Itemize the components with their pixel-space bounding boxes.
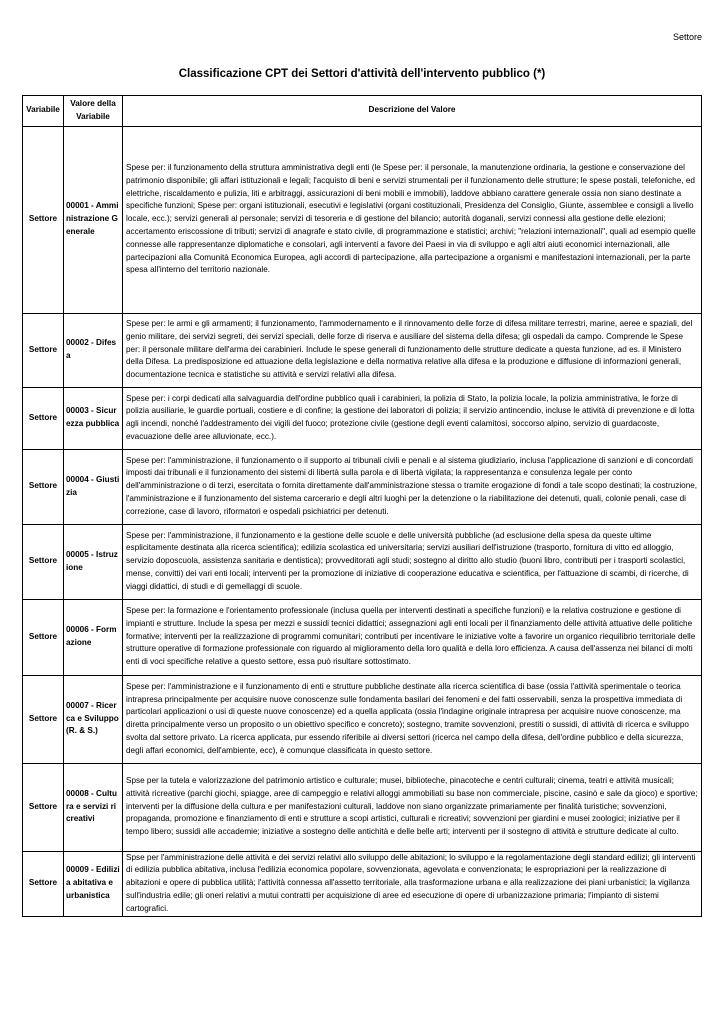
variabile-cell: Settore [23,763,64,851]
valore-cell: 00005 - Istruzione [64,524,123,599]
table-row [23,313,702,387]
table-row [23,524,702,599]
descrizione-cell: Spese per: i corpi dedicati alla salvaguardia dell'ordine pubblico quali i carabinieri, la polizia di Stato, la polizia locale, la polizia amministrativa, le forze di polizia ausiliarie, le guardie portuali, costiere e di confine; la gestione dei laboratori di polizia; il servizio antincendio, incluse le attività di prevenzione e di lotta agli incendi, nonché l'addestramento dei vigili del fuoco; protezione civile (gestione degli eventi calamitosi, soccorso alpino, servizio di guardacoste, evacuazione delle aree alluvionate, ecc.). [123,387,702,449]
table-row [23,449,702,524]
variabile-cell: Settore [23,449,64,524]
table-row [23,851,702,916]
valore-cell: 00009 - Edilizia abitativa e urbanistica [64,851,123,916]
page-header: Settore [672,32,702,42]
variabile-cell: Settore [23,313,64,387]
descrizione-cell: Spse per l'amministrazione delle attività e dei servizi relativi allo sviluppo delle abitazioni; lo sviluppo e la regolamentazione degli standard edilizi; gli interventi di edilizia pubblica abitativa, inclusa l'edilizia economica popolare, sovvenzionata, agevolata e convenzionata; le espropriazioni per la realizzazione di abitazioni e opere di pubblica utilità; l'attività connessa all'assetto territoriale, alla trasformazione urbana e alla realizzazione dei piani urbanistici; la vigilanza sull'industria edile; gli oneri relativi a mutui contratti per acquisizione di aree ed esecuzione di opere di urbanizzazione primaria; l'impianto di sistemi cartografici. [123,851,702,916]
descrizione-cell: Spese per: le armi e gli armamenti; il funzionamento, l'ammodernamento e il rinnovamento delle forze di difesa militare terrestri, marine, aeree e spaziali, del genio militare, dei servizi segreti, dei servizi speciali, delle forze di riserva e ausiliare del sistema della difesa; gli ospedali da campo. Comprende le Spese per: il personale militare dell'arma dei carabinieri. Include le spese generali di funzionamento delle strutture dedicate a questa funzione, ad es. il Ministero della Difesa. La predisposizione ed attuazione della legislazione e della normativa relative alla difesa e la produzione e diffusione di informazioni generali, documentazione tecnica e statistiche su attività e servizi relativi alla difesa. [123,313,702,387]
table-header-row [23,96,702,127]
descrizione-cell: Spese per: l'amministrazione, il funzionamento o il supporto ai tribunali civili e penali e al sistema giudiziario, inclusa l'applicazione di sanzioni e di concordati imposti dai tribunali e il funzionamento dei sistemi di libertà sulla parola e di libertà vigilata; la rappresentanza e consulenza legale per conto dell'amministrazione o di terzi, esercitata o fornita direttamente dall'amministrazione stessa o tramite erogazione di fondi a tale scopo destinati; la costruzione, l'amministrazione e il funzionamento del sistema carcerario e degli altri luoghi per la detenzione o la riabilitazione dei detenuti, quali, colonie penali, case di correzione, case di lavoro, riformatori e ospedali psichiatrici per detenuti. [123,449,702,524]
variabile-cell: Settore [23,387,64,449]
descrizione-cell: Spse per la tutela e valorizzazione del patrimonio artistico e culturale; musei, biblioteche, pinacoteche e centri culturali; cinema, teatri e attività musicali; attività ricreative (parchi giochi, spiagge, aree di campeggio e relativi alloggi ammobiliati su base non commerciale, piscine, casinò e sale da gioco) e sportive; interventi per la diffusione della cultura e per manifestazioni culturali, laddove non siano organizzate primariamente per finalità turistiche; sovvenzioni, propaganda, promozione e finanziamento di enti e strutture a scopi artistici, culturali e ricreativi; sovvenzioni per giardini e musei zoologici; iniziative per il tempo libero; sussidi alle accademie; iniziative a sostegno delle antichità e delle belle arti; interventi per il sostegno di attività e strutture dedicate al culto. [123,763,702,851]
valore-cell: 00002 - Difesa [64,313,123,387]
column-header-descrizione: Descrizione del Valore [123,96,702,127]
variabile-cell: Settore [23,675,64,763]
classification-table [22,95,702,917]
descrizione-cell: Spese per: l'amministrazione, il funzionamento e la gestione delle scuole e delle università pubbliche (ad esclusione della spesa da queste ultime esplicitamente destinata alla ricerca scientifica); edilizia scolastica ed universitaria; servizi ausiliari dell'istruzione (trasporto, fornitura di vitto ed alloggio, servizio doposcuola, assistenza sanitaria e dentistica); provveditorati agli studi; sostegno al diritto allo studio (buoni libro, contributi per i trasporti scolastici, mense, convitti) dei vari enti locali; interventi per la promozione di iniziative di cooperazione educativa e scientifica, per l'attuazione di scambi, di ricerche, di viaggi didattici, di studi e di gemellaggi di scuole. [123,524,702,599]
page-title: Classificazione CPT dei Settori d'attività dell'intervento pubblico (*) [178,68,546,80]
descrizione-cell: Spese per: l'amministrazione e il funzionamento di enti e strutture pubbliche destinate alla ricerca scientifica di base (ossia l'attività sperimentale o teorica intrapresa principalmente per acquisire nuove conoscenze sulle fondamenta basilari dei fenomeni e dei fatti osservabili, senza la prospettiva immediata di particolari applicazioni o usi di queste nuove conoscenze) ed a quella applicata (ossia l'indagine originale intrapresa per acquisire nuove conoscenze, ma diretta principalmente verso un proposito o un obiettivo specifico e concreto); sostegno, tramite sovvenzioni, prestiti o sussidi, di attività di ricerca e sviluppo svolta dal settore privato. La ricerca applicata, pur essendo riferibile ai diversi settori (ricerca nel campo della difesa, dell'ordine pubblico e della sicurezza, degli affari economici, dell'ambiente, ecc), è comunque classificata in questo settore. [123,675,702,763]
table-row [23,387,702,449]
table-row [23,599,702,675]
variabile-cell: Settore [23,599,64,675]
valore-cell: 00004 - Giustizia [64,449,123,524]
valore-cell: 00008 - Cultura e servizi ricreativi [64,763,123,851]
table-row [23,675,702,763]
valore-cell: 00007 - Ricerca e Sviluppo (R. & S.) [64,675,123,763]
column-header-valore: Valore della Variabile [64,96,123,127]
valore-cell: 00006 - Formazione [64,599,123,675]
valore-cell: 00003 - Sicurezza pubblica [64,387,123,449]
valore-cell: 00001 - Amministrazione Generale [64,126,123,313]
variabile-cell: Settore [23,851,64,916]
variabile-cell: Settore [23,524,64,599]
descrizione-cell: Spese per: la formazione e l'orientamento professionale (inclusa quella per interventi destinati a specifiche funzioni) e la relativa costruzione e gestione di impianti e strutture. Include la spesa per mezzi e sussidi tecnici didattici; assegnazioni agli enti locali per il finanziamento delle attività attuative delle politiche formative; interventi per la realizzazione di programmi comunitari; contributi per incentivare le iniziative volte a favorire un organico riequilibrio territoriale delle strutture operative di formazione professionale con riguardo al miglioramento della loro qualità e della loro efficienza. A causa dell'assenza nei bilanci di molti enti di voci specifiche relative a questo settore, essa può risultare sottostimato. [123,599,702,675]
variabile-cell: Settore [23,126,64,313]
table-row [23,763,702,851]
table-row [23,126,702,313]
descrizione-cell: Spese per: il funzionamento della struttura amministrativa degli enti (le Spese per: il personale, la manutenzione ordinaria, la gestione e conservazione del patrimonio disponibile; gli affari istituzionali e legali; l'acquisto di beni e servizi strumentali per il funzionamento delle strutture; le spese postali, telefoniche, ed elettriche, riscaldamento e pulizia, liti e arbitraggi, assicurazioni di beni mobili e immobili), laddove abbiano carattere generale ossia non siano destinate a specifiche funzioni; Spese per: organi istituzionali, esecutivi e legislativi (organi costituzionali, Presidenza del Consiglio, Giunte, assemblee e consigli a livello locale, ecc.); servizi generali al personale; servizi di tesoreria e di gestione del bilancio; autorità doganali, servizi connessi alla gestione delle elezioni; accertamento eriscossione di tributi; servizi di anagrafe e stato civile, di programmazione e statistici; archivi; "relazioni internazionali", quali ad esempio quelle connesse alle rappresentanze diplomatiche e consolari, agli interventi a favore dei Paesi in via di sviluppo e agli altri aiuti economici internazionali, alle partecipazioni alla Comunità Economica Europea, agli accordi di partecipazione, alla partecipazione a organismi e manifestazioni internazionali, per la parte spesa all'interno del territorio nazionale. [123,126,702,313]
column-header-variabile: Variabile [23,96,64,127]
